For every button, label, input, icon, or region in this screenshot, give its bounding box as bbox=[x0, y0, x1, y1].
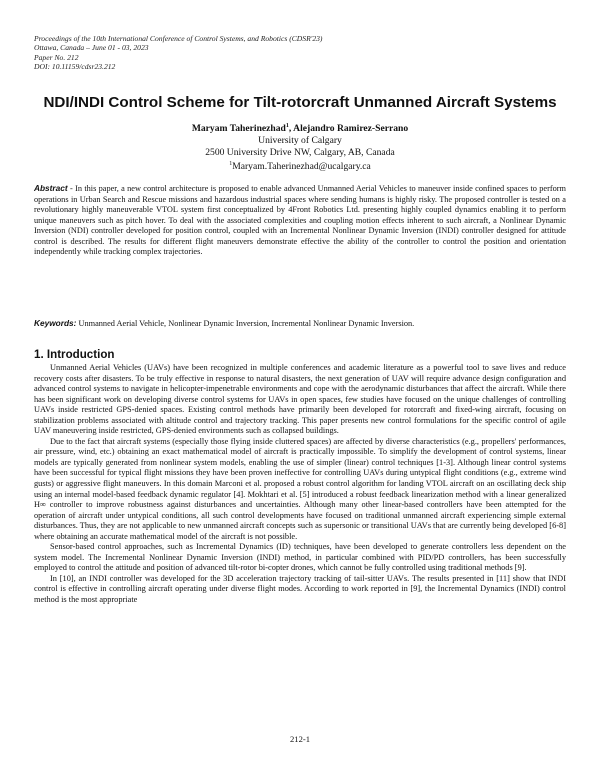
paragraph: In [10], an INDI controller was developed for the 3D acceleration trajectory tracking of tail-sitter UAVs. The results presented in [11] show that INDI control is effective in controlling aircraft operating under diverse flight modes. According to work reported in [9], the Incremental Dynamics (INDI) control method is the most appropriate bbox=[34, 573, 566, 605]
paragraph: Due to the fact that aircraft systems (especially those flying inside cluttered spaces) are affected by diverse characteristics (e.g., propellers' performances, air pressure, wind, etc.) obtaining an exact mathematical model of aircraft is practically impossible. To simplify the development of control systems, linear models are typically generated from nonlinear system models, enabling the use of simpler (linear) control techniques [1-3]. Although linear control systems have been successful for typical flight missions they have been proven ineffective for controlling UAVs during untypical flight conditions (e.g., extreme wind gusts) or aggressive flight maneuvers. In this domain Marconi et al. proposed a robust control algorithm for landing VTOL aircraft on an oscillating deck ship using an internal model-based feedback dynamic regulator [4]. Mokhtari et al. [5] introduced a robust feedback linearization method with a linear generalized H∞ controller to improve robustness against disturbances and uncertainties. Although many other linear-based controllers have been attempted for the operation of aircraft under untypical conditions, all such control developments have focused on traditional unmanned aircraft experiencing simple external disturbances. Thus, they are not applicable to new unmanned aircraft concepts such as supersonic or transitional UAVs that are currently being developed [6-8] where obtaining an accurate mathematical model of the aircraft is not possible. bbox=[34, 436, 566, 541]
abstract bbox=[34, 183, 566, 258]
author-email[interactable]: Maryam.Taherinezhad@ucalgary.ca bbox=[232, 160, 371, 172]
abstract-text: - In this paper, a new control architecture is proposed to enable advanced Unmanned Aerial Vehicles to maneuver inside confined spaces to perform operations in Urban Search and Rescue missions and hazardous industrial spaces where sending humans is highly risky. The proposed controller is tested on a revolutionary highly maneuverable VTOL system first conceptualized by 4Front Robotics Ltd. presenting highly coupled dynamics enabling it to perform unique maneuvers such as pitch hover. To deal with the associated complexities and coupling motion effects inherent to such aircraft, a Nonlinear Dynamic Inversion (NDI) controller developed for position control, coupled with an Incremental Nonlinear Dynamic Inversion (INDI) controller designed for attitude control is described. The results for different flight maneuvers demonstrate effective the ability of the controller to control the position and orientation independently while tracking complex trajectories. bbox=[34, 184, 566, 256]
proceedings-header bbox=[34, 34, 322, 71]
email-superscript: 1 bbox=[229, 160, 233, 167]
author-address: 2500 University Drive NW, Calgary, AB, Canada bbox=[205, 146, 395, 158]
introduction-body bbox=[34, 363, 566, 606]
author-names bbox=[0, 121, 600, 135]
author-affiliation: University of Calgary bbox=[258, 134, 342, 146]
author-second: , Alejandro Ramirez-Serrano bbox=[288, 123, 409, 135]
header-line-location: Ottawa, Canada – June 01 - 03, 2023 bbox=[34, 43, 149, 53]
author-email-line bbox=[0, 159, 600, 173]
keywords bbox=[34, 318, 566, 330]
page-number: 212-1 bbox=[289, 734, 311, 744]
abstract-label: Abstract bbox=[34, 183, 68, 193]
author-first: Maryam Taherinezhad bbox=[191, 123, 286, 135]
section-heading-introduction: 1. Introduction bbox=[34, 348, 115, 361]
author-block bbox=[0, 121, 600, 173]
keywords-label: Keywords: bbox=[34, 318, 77, 328]
header-line-conference: Proceedings of the 10th International Conference of Control Systems, and Robotics (CDSR'23) bbox=[34, 34, 323, 43]
author-superscript: 1 bbox=[285, 123, 289, 129]
header-line-paper-no: Paper No. 212 bbox=[34, 52, 79, 62]
paper-title: NDI/INDI Control Scheme for Tilt-rotorcraft Unmanned Aircraft Systems bbox=[43, 94, 557, 111]
header-line-doi: DOI: 10.11159/cdsr23.212 bbox=[34, 61, 116, 71]
keywords-text: Unmanned Aerial Vehicle, Nonlinear Dynamic Inversion, Incremental Nonlinear Dynamic Inversion. bbox=[76, 319, 415, 328]
paragraph: Sensor-based control approaches, such as Incremental Dynamics (ID) techniques, have been developed to generate controllers less dependent on the system model. The Incremental Nonlinear Dynamic Inversion (INDI) method, in particular combined with PID/PD controllers, has been successfully employed to control the attitude and position of advanced tilt-rotor bi-copter drones, which cannot be fully controlled using traditional methods [9]. bbox=[34, 542, 566, 573]
paragraph: Unmanned Aerial Vehicles (UAVs) have been recognized in multiple conferences and academic literature as a powerful tool to save lives and reduce recovery costs after disasters. To be truly effective in response to natural disasters, the next generation of UAV will require advance design configuration and advanced control systems to navigate in helicopter-impenetrable environments and cope with the aerodynamic disturbances that affect the aircraft. While there has been significant work on developing diverse control systems for UAVs in open spaces, few studies have focused on the unique challenges of controlling UAVs inside restricted GPS-denied spaces. Existing control methods have primarily been developed for rotorcraft and fixed-wing aircraft, focusing on stabilization problems associated with altitude control and trajectory tracking. This paper presents new control formulations for the specific control of agile UAV maneuvering inside restricted, GPS-denied environments such as collapsed buildings. bbox=[34, 363, 566, 436]
